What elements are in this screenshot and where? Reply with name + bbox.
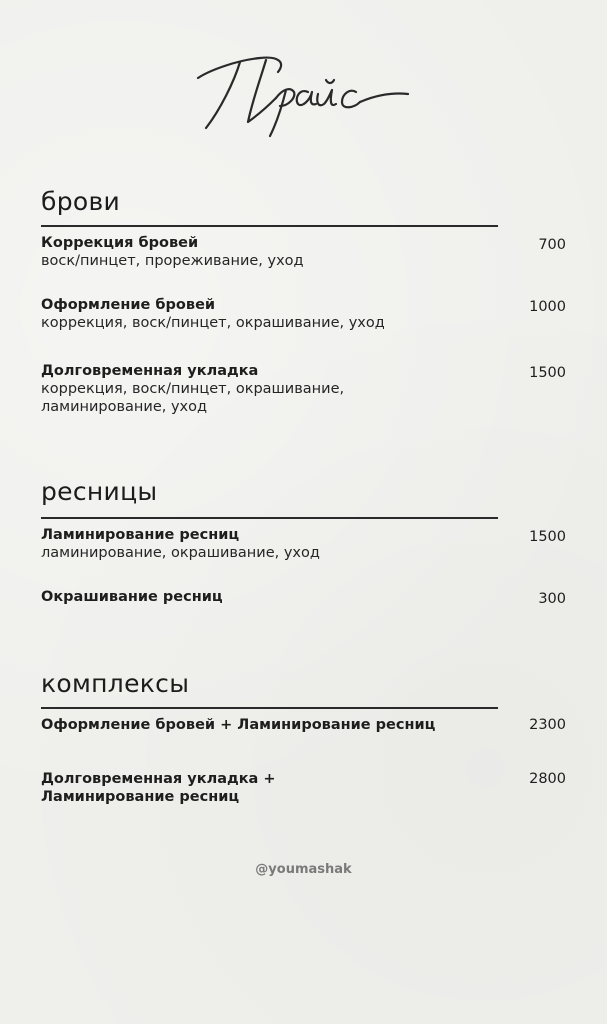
service-name: Оформление бровей bbox=[41, 297, 216, 313]
section-divider bbox=[41, 707, 498, 709]
service-description: воск/пинцет, прореживание, уход bbox=[41, 253, 304, 269]
service-name: Коррекция бровей bbox=[41, 235, 199, 251]
service-price: 2800 bbox=[529, 771, 566, 787]
service-name: Долговременная укладка + Ламинирование ресниц bbox=[41, 771, 276, 805]
script-title-lettering bbox=[190, 40, 430, 140]
section-title: комплексы bbox=[41, 669, 190, 698]
service-item bbox=[41, 234, 566, 270]
service-price: 300 bbox=[538, 591, 566, 607]
service-price: 1000 bbox=[529, 299, 566, 315]
section-title: брови bbox=[41, 187, 121, 216]
section-brows bbox=[41, 186, 566, 415]
service-price: 2300 bbox=[529, 717, 566, 733]
service-description: коррекция, воск/пинцет, окрашивание, ламинирование, уход bbox=[41, 381, 345, 415]
service-item bbox=[41, 296, 566, 332]
service-item bbox=[41, 770, 566, 806]
instagram-handle: @youmashak bbox=[255, 862, 352, 877]
service-price: 1500 bbox=[529, 365, 566, 381]
service-name: Окрашивание ресниц bbox=[41, 589, 223, 605]
script-title bbox=[190, 40, 430, 140]
service-price: 1500 bbox=[529, 529, 566, 545]
service-item bbox=[41, 362, 566, 416]
section-combos bbox=[41, 668, 566, 805]
section-divider bbox=[41, 225, 498, 227]
section-lashes bbox=[41, 476, 566, 607]
service-description: ламинирование, окрашивание, уход bbox=[41, 545, 320, 561]
section-divider bbox=[41, 517, 498, 519]
service-price: 700 bbox=[538, 237, 566, 253]
service-name: Ламинирование ресниц bbox=[41, 527, 240, 543]
service-item bbox=[41, 716, 566, 734]
service-name: Оформление бровей + Ламинирование ресниц bbox=[41, 717, 436, 733]
service-name: Долговременная укладка bbox=[41, 363, 259, 379]
service-description: коррекция, воск/пинцет, окрашивание, уход bbox=[41, 315, 385, 331]
service-item bbox=[41, 588, 566, 606]
service-item bbox=[41, 526, 566, 562]
section-title: ресницы bbox=[41, 477, 158, 506]
